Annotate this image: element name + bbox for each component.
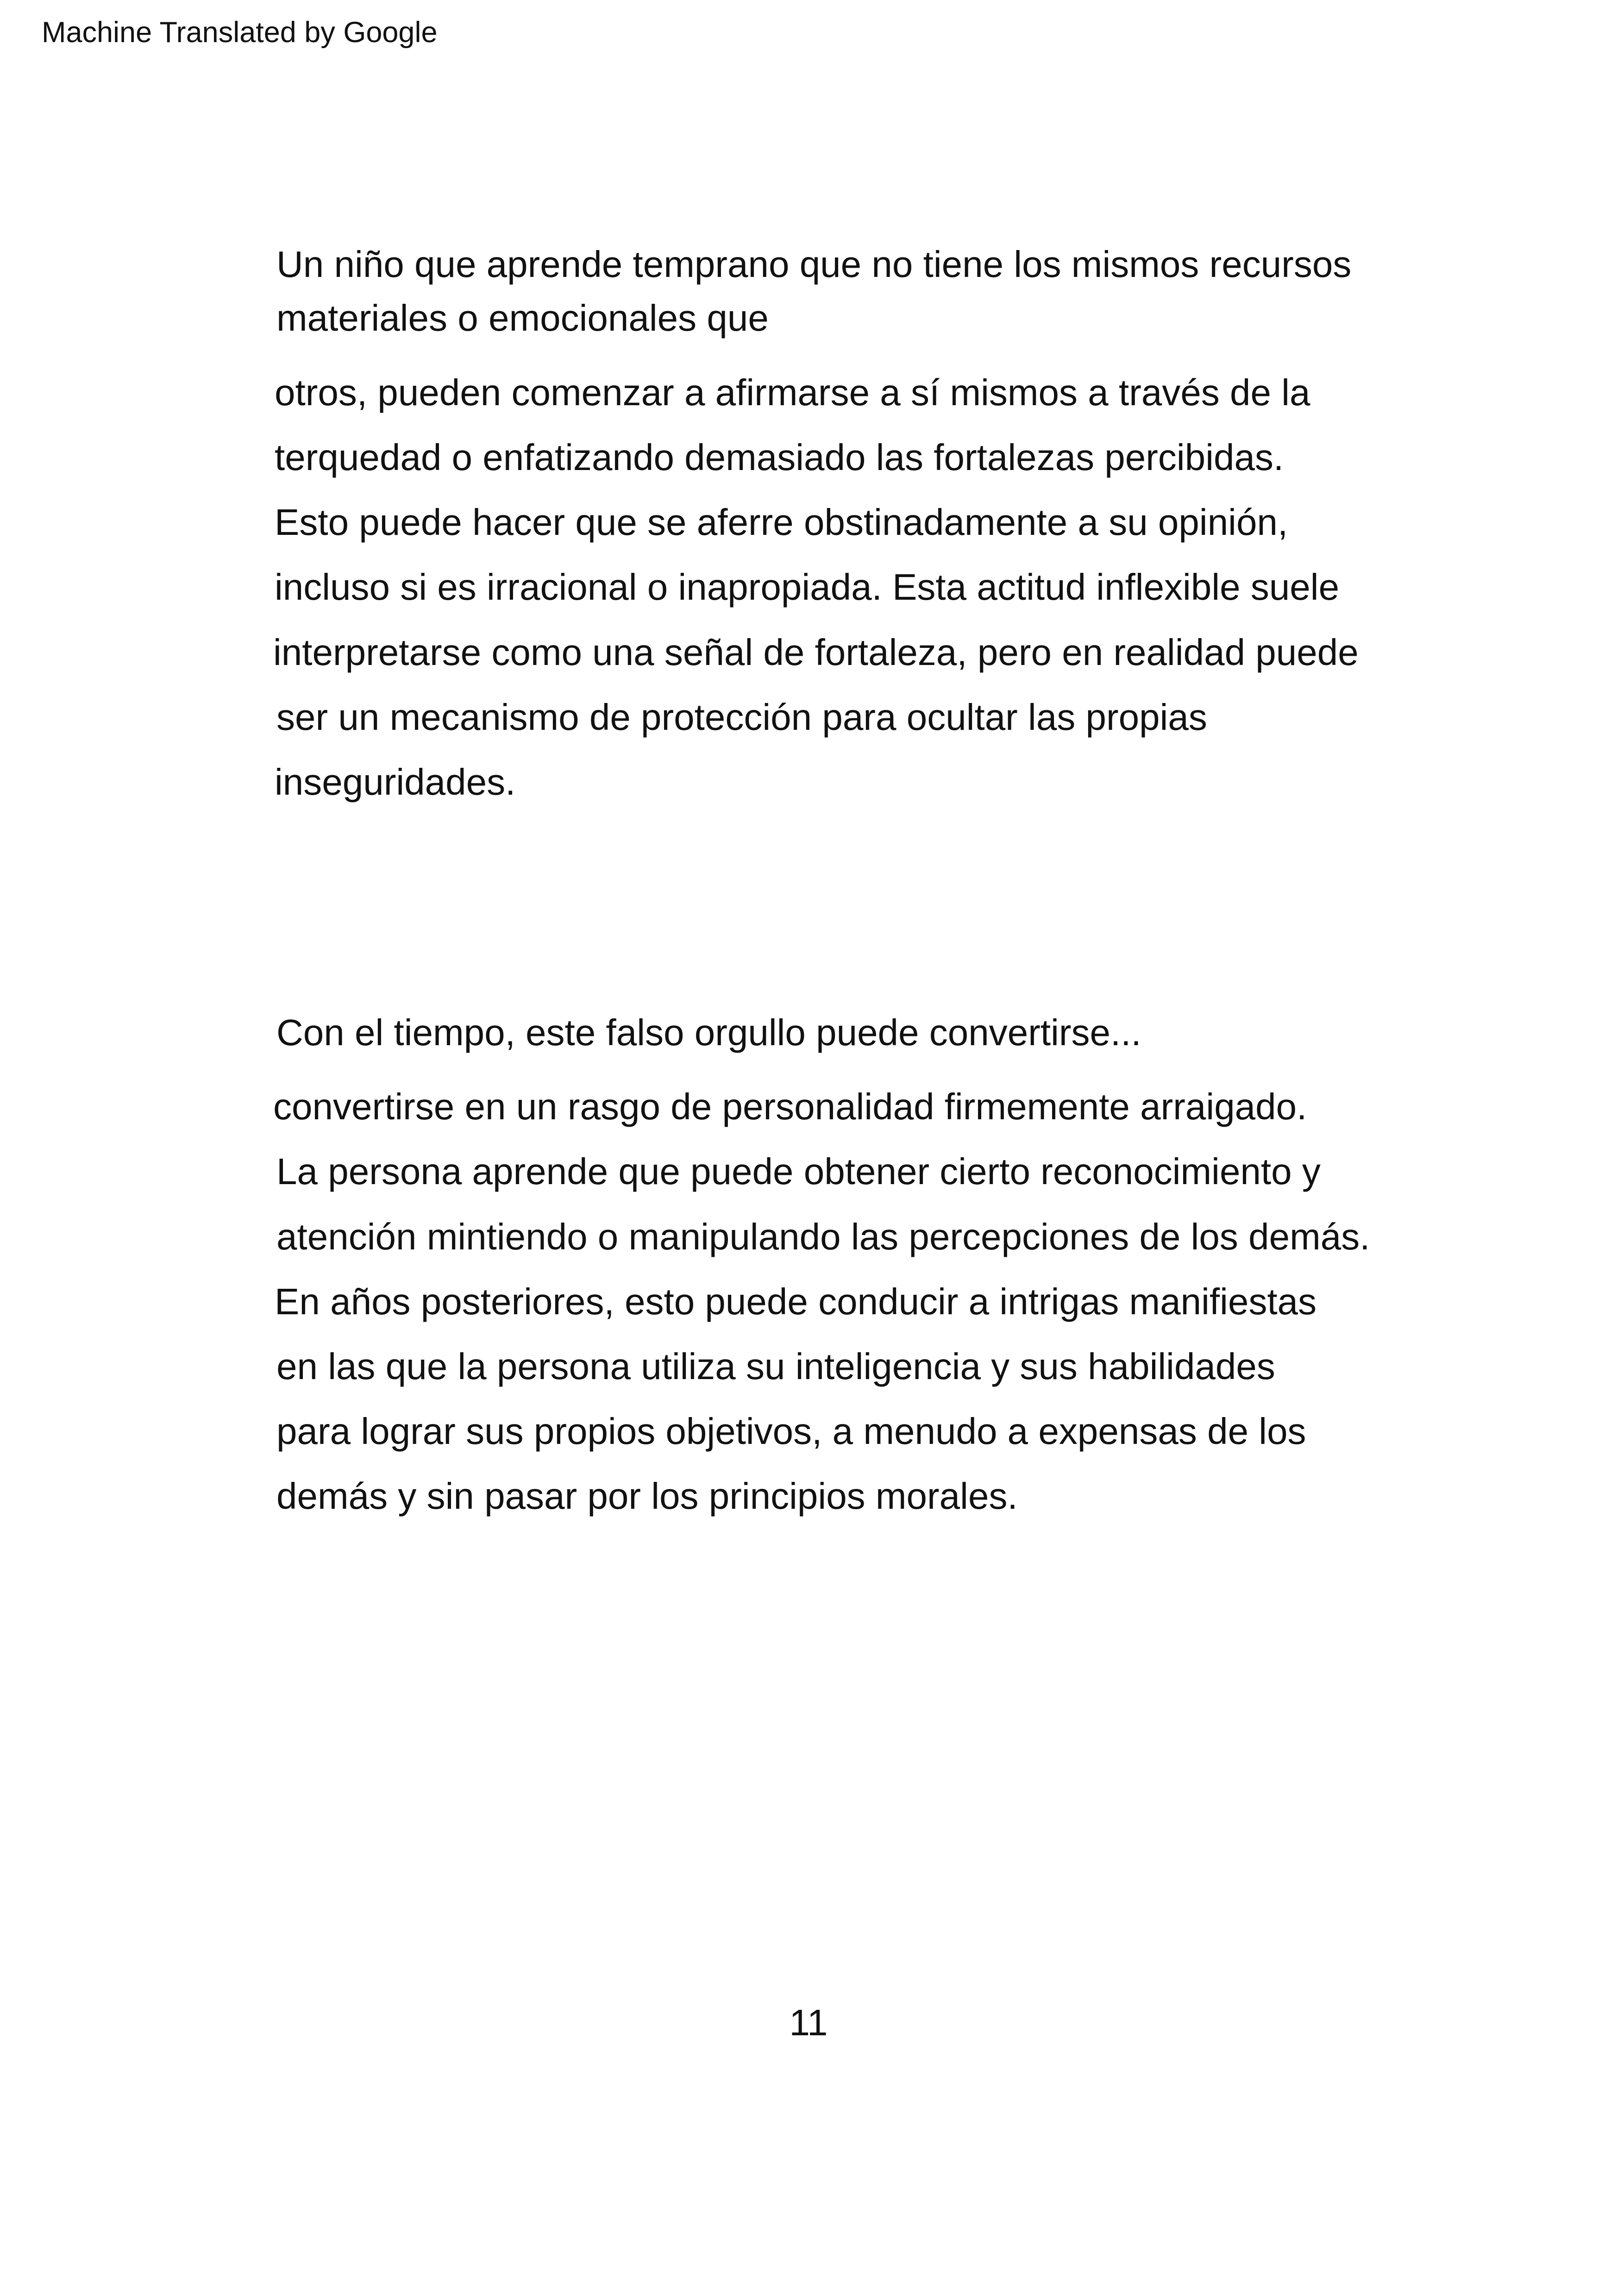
paragraph-line: En años posteriores, esto puede conducir a intrigas manifiestas: [275, 1281, 1317, 1322]
paragraph-line: incluso si es irracional o inapropiada. Esta actitud inflexible suele: [275, 566, 1340, 608]
paragraph-line: demás y sin pasar por los principios morales.: [276, 1475, 1018, 1517]
paragraph-line: atención mintiendo o manipulando las percepciones de los demás.: [276, 1216, 1370, 1257]
paragraph-line: ser un mecanismo de protección para ocultar las propias: [276, 696, 1207, 738]
paragraph-line: La persona aprende que puede obtener cierto reconocimiento y: [276, 1151, 1321, 1192]
paragraph-line: para lograr sus propios objetivos, a menudo a expensas de los: [276, 1411, 1306, 1452]
paragraph-line: Esto puede hacer que se aferre obstinadamente a su opinión,: [275, 502, 1288, 543]
paragraph-line: terquedad o enfatizando demasiado las fortalezas percibidas.: [275, 437, 1284, 478]
paragraph-line: inseguridades.: [275, 761, 516, 803]
paragraph-line: Con el tiempo, este falso orgullo puede convertirse...: [276, 1012, 1141, 1053]
paragraph-line: Un niño que aprende temprano que no tiene los mismos recursos: [276, 244, 1352, 285]
paragraph-line: en las que la persona utiliza su inteligencia y sus habilidades: [276, 1346, 1275, 1387]
paragraph-line: convertirse en un rasgo de personalidad firmemente arraigado.: [273, 1086, 1307, 1127]
paragraph-line: otros, pueden comenzar a afirmarse a sí mismos a través de la: [275, 372, 1310, 413]
paragraph-line: interpretarse como una señal de fortaleza, pero en realidad puede: [273, 632, 1359, 673]
paragraph-line: materiales o emocionales que: [276, 297, 769, 339]
page-number: 11: [789, 2002, 828, 2043]
machine-translation-note: Machine Translated by Google: [42, 16, 438, 49]
